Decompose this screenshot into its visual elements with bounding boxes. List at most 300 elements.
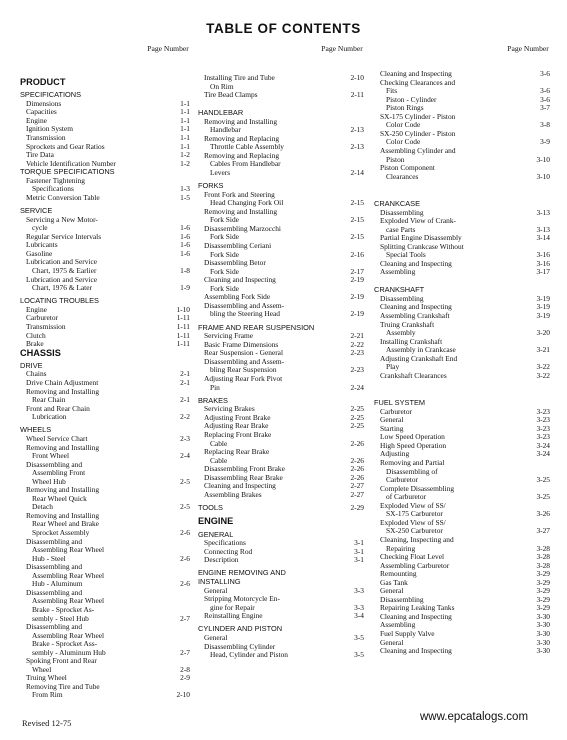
toc-entry-page: 2-22: [350, 339, 364, 349]
toc-entry-page: 3-23: [536, 406, 550, 416]
toc-entry-title: On Rim: [210, 81, 234, 91]
toc-entry-title: Carburetor: [26, 313, 59, 323]
toc-entry-page: 2-8: [180, 664, 190, 674]
toc-entry-title: Sprockets and Gear Ratios: [26, 141, 105, 151]
toc-entry-title: Removing and Replacing: [204, 150, 280, 160]
toc-entry-title: Hub - Aluminum: [32, 579, 83, 589]
toc-entry-page: 3-26: [536, 509, 550, 519]
toc-entry-title: Complete Disassembling: [380, 483, 455, 493]
watermark: www.epcatalogs.com: [420, 711, 529, 723]
toc-entry-title: Piston Component: [380, 163, 435, 173]
toc-entry-title: Drive Chain Adjustment: [26, 377, 99, 387]
toc-entry-title: Exploded View of Crank-: [380, 216, 456, 226]
toc-entry-title: ENGINE REMOVING AND: [198, 568, 286, 578]
toc-entry-page: 1-1: [180, 133, 190, 142]
page-number-header: Page Number: [321, 44, 363, 53]
toc-entry-title: Removing Tire and Tube: [26, 681, 100, 691]
toc-entry-title: Assembling Cylinder and: [380, 145, 456, 155]
toc-entry-title: Detach: [32, 502, 53, 512]
toc-entry-page: 3-29: [536, 586, 550, 596]
toc-entry-page: 1-2: [180, 150, 190, 160]
toc-entry-title: Disassembling and Assem-: [204, 356, 285, 366]
toc-entry-title: Rear Suspension - General: [204, 348, 284, 358]
toc-entry-page: 2-1: [180, 377, 190, 387]
toc-entry-title: Disassembling and: [26, 622, 83, 632]
toc-entry-title: Front and Rear Chain: [26, 403, 90, 413]
toc-entry-page: 3-23: [536, 432, 550, 442]
toc-entry-title: Cleaning and Inspecting: [380, 646, 452, 656]
toc-entry-title: CHASSIS: [20, 347, 61, 358]
toc-entry-title: Piston Rings: [386, 103, 424, 113]
toc-entry-title: Removing and Installing: [26, 386, 100, 396]
toc-entry-page: 2-26: [350, 438, 364, 448]
toc-entry-title: INSTALLING: [198, 577, 241, 587]
toc-entry-page: 3-29: [536, 594, 550, 604]
toc-entry-title: Assembly: [386, 328, 416, 338]
toc-entry-page: 2-7: [180, 613, 190, 623]
toc-entry-title: case Parts: [386, 224, 416, 234]
toc-entry-title: CYLINDER AND PISTON: [198, 624, 283, 634]
toc-entry-title: gine for Repair: [210, 602, 255, 612]
toc-entry-page: 3-30: [536, 629, 550, 639]
toc-entry-title: PRODUCT: [20, 77, 66, 87]
toc-entry-title: FORKS: [198, 181, 224, 191]
toc-entry-title: Repairing: [386, 543, 416, 553]
toc-entry-page: 2-27: [350, 489, 364, 499]
toc-entry-title: Engine: [26, 115, 47, 125]
toc-entry-page: 3-29: [536, 603, 550, 613]
toc-entry-page: 2-13: [350, 142, 364, 152]
toc-entry-page: 2-17: [350, 266, 364, 276]
toc-entry-title: SX-250 Carburetor: [386, 526, 443, 536]
toc-entry-page: 2-6: [180, 528, 190, 537]
toc-entry-title: Fork Side: [210, 249, 239, 259]
toc-entry-page: 3-30: [536, 620, 550, 630]
toc-entry-title: ENGINE: [198, 516, 234, 527]
toc-entry-page: 2-7: [180, 647, 190, 657]
toc-entry-title: Wheel: [32, 664, 52, 674]
toc-entry-title: Servicing Frame: [204, 331, 254, 341]
toc-entry-page: 1-9: [180, 283, 190, 293]
toc-entry-title: Adjusting: [380, 449, 410, 459]
toc-entry-title: Brake: [26, 339, 44, 349]
toc-entry-title: GENERAL: [198, 529, 234, 539]
toc-entry-title: Installing Crankshaft: [380, 336, 443, 346]
toc-entry-page: 3-19: [536, 310, 550, 320]
toc-entry-title: Assembling Rear Wheel: [32, 570, 105, 580]
toc-entry-title: Repairing Leaking Tanks: [380, 603, 455, 613]
toc-entry-title: Wheel Service Chart: [26, 433, 88, 443]
toc-entry-title: Adjusting Rear Fork Pivot: [204, 373, 283, 383]
toc-entry-title: WHEELS: [20, 425, 52, 435]
toc-entry-page: 3-30: [536, 637, 550, 647]
toc-entry-title: DRIVE: [20, 360, 43, 370]
toc-entry-title: Adjusting Rear Brake: [204, 421, 269, 431]
toc-entry-page: 1-6: [180, 240, 190, 250]
toc-entry-page: 1-2: [180, 158, 190, 168]
toc-entry-title: Fuel Supply Valve: [380, 629, 435, 639]
toc-entry-page: 2-25: [350, 421, 364, 431]
toc-entry-title: High Speed Operation: [380, 440, 447, 450]
toc-entry-title: Disassembling Front Brake: [204, 464, 285, 474]
toc-entry-page: 3-23: [536, 423, 550, 433]
toc-entry-page: 3-28: [536, 560, 550, 570]
toc-entry-page: 3-10: [536, 171, 550, 181]
page-title: TABLE OF CONTENTS: [206, 21, 361, 36]
toc-entry-title: Cable: [210, 438, 228, 448]
toc-entry-page: 3-3: [354, 602, 364, 612]
toc-entry-page: 2-15: [350, 198, 364, 208]
toc-entry-page: 2-19: [350, 275, 364, 285]
toc-entry-title: Regular Service Intervals: [26, 231, 102, 241]
toc-entry-title: bling the Steering Head: [210, 309, 280, 319]
toc-entry-title: Crankshaft Clearances: [380, 370, 447, 380]
toc-entry-title: Throttle Cable Assembly: [210, 142, 284, 152]
toc-entry-title: of Carburetor: [386, 492, 427, 502]
toc-entry-title: Brake - Sprocket Ass-: [32, 639, 98, 649]
toc-entry-page: 2-13: [350, 125, 364, 135]
toc-entry-title: Connecting Rod: [204, 546, 253, 556]
toc-entry-title: Front Wheel: [32, 451, 70, 461]
toc-entry-page: 2-6: [180, 579, 190, 589]
toc-entry-page: 3-19: [536, 302, 550, 312]
toc-entry-page: 1-6: [180, 223, 190, 233]
toc-entry-page: 2-21: [350, 331, 364, 341]
toc-entry-title: Tire Bead Clamps: [204, 90, 258, 100]
toc-entry-title: Disassembling Ceriani: [204, 241, 272, 250]
toc-entry-title: Gasoline: [26, 248, 53, 258]
toc-entry-title: Servicing a New Motor-: [26, 214, 98, 224]
toc-entry-title: General: [380, 586, 404, 596]
toc-entry-page: 2-15: [350, 232, 364, 242]
toc-entry-title: Fork Side: [210, 266, 239, 276]
toc-entry-page: 2-25: [350, 404, 364, 414]
toc-entry-title: SPECIFICATIONS: [20, 90, 82, 100]
toc-entry-page: 2-10: [350, 73, 364, 82]
toc-entry-title: TORQUE SPECIFICATIONS: [20, 167, 115, 177]
toc-entry-title: Disassembling and Assem-: [204, 300, 285, 310]
toc-entry-title: Vehicle Identification Number: [26, 158, 116, 168]
toc-entry-title: Assembly in Crankcase: [386, 345, 456, 355]
toc-entry-title: FRAME AND REAR SUSPENSION: [198, 322, 315, 332]
toc-entry-title: Cables From Handlebar: [210, 159, 281, 169]
toc-entry-page: 2-1: [180, 369, 190, 379]
toc-entry-title: Carburetor: [386, 475, 419, 485]
toc-entry-title: Assembling: [380, 267, 416, 277]
toc-entry-title: Chains: [26, 369, 47, 379]
toc-entry-title: Removing and Installing: [204, 116, 278, 126]
toc-entry-title: Rear Chain: [32, 395, 66, 405]
toc-entry-page: 3-3: [354, 585, 364, 595]
toc-entry-title: bling Rear Suspension: [210, 365, 277, 375]
toc-entry-title: Adjusting Crankshaft End: [380, 353, 458, 363]
toc-entry-page: 3-16: [536, 250, 550, 260]
toc-entry-page: 3-24: [536, 440, 550, 450]
toc-entry-title: Engine: [26, 304, 47, 314]
toc-entry-title: Fastener Tightening: [26, 175, 85, 185]
toc-entry-page: 2-26: [350, 464, 364, 474]
toc-entry-page: 3-22: [536, 362, 550, 372]
toc-entry-title: Head, Cylinder and Piston: [210, 650, 289, 660]
toc-entry-title: Rear Wheel Quick: [32, 493, 87, 503]
toc-entry-title: From Rim: [32, 690, 63, 700]
toc-entry-title: LOCATING TROUBLES: [20, 296, 99, 306]
toc-entry-page: 3-25: [536, 475, 550, 485]
toc-entry-page: 1-1: [180, 107, 190, 117]
page-number-header: Page Number: [147, 44, 189, 53]
toc-entry-page: 3-29: [536, 577, 550, 587]
toc-entry-page: 2-25: [350, 412, 364, 422]
toc-entry-page: 3-10: [536, 154, 550, 164]
toc-entry-title: Disassembling: [380, 594, 424, 604]
toc-entry-page: 3-6: [540, 86, 550, 96]
toc-entry-page: 3-13: [536, 224, 550, 234]
toc-entry-title: cycle: [32, 223, 48, 233]
toc-entry-title: Handlebar: [210, 125, 241, 135]
toc-entry-title: Lubrication and Service: [26, 257, 98, 267]
toc-entry-title: Disassembling of: [386, 466, 438, 476]
toc-entry-title: Levers: [210, 167, 231, 177]
toc-entry-page: 2-6: [180, 553, 190, 563]
toc-entry-page: 1-11: [176, 330, 190, 340]
toc-entry-title: Carburetor: [380, 406, 413, 416]
toc-entry-title: Cleaning and Inspecting: [380, 258, 452, 268]
toc-entry-title: Assembling Rear Wheel: [32, 545, 105, 555]
toc-entry-title: Assembling Rear Wheel: [32, 596, 105, 606]
toc-entry-page: 2-23: [350, 365, 364, 375]
toc-entry-title: Specifications: [32, 184, 74, 194]
toc-entry-title: Transmission: [26, 321, 66, 331]
toc-entry-title: Disassembling and: [26, 562, 83, 572]
toc-entry-page: 3-5: [354, 633, 364, 643]
toc-entry-title: Cleaning and Inspecting: [380, 611, 452, 621]
toc-entry-page: 1-11: [176, 339, 190, 349]
toc-entry-title: HANDLEBAR: [198, 108, 244, 118]
toc-entry-title: Servicing Brakes: [204, 404, 255, 414]
toc-entry-page: 1-1: [180, 98, 190, 108]
toc-entry-title: Assembling Carburetor: [380, 560, 450, 570]
toc-entry-title: Special Tools: [386, 250, 426, 260]
toc-entry-title: General: [380, 415, 404, 425]
toc-entry-page: 2-19: [350, 309, 364, 319]
toc-entry-page: 3-23: [536, 415, 550, 425]
toc-entry-title: Metric Conversion Table: [26, 192, 100, 202]
toc-entry-page: 2-26: [350, 472, 364, 482]
toc-entry-title: Replacing Rear Brake: [204, 447, 270, 457]
toc-entry-page: 3-9: [540, 137, 550, 147]
toc-entry-title: Tire Data: [26, 150, 54, 160]
toc-entry-title: SX-175 Cylinder - Piston: [380, 111, 456, 121]
toc-entry-title: Clearances: [386, 171, 419, 181]
toc-entry-page: 2-11: [350, 90, 364, 100]
toc-entry-title: Disassembling: [380, 207, 424, 217]
toc-entry-page: 3-5: [354, 650, 364, 660]
toc-entry-page: 1-8: [180, 265, 190, 275]
toc-entry-title: Disassembling and: [26, 536, 83, 546]
toc-entry-title: Cable: [210, 455, 228, 465]
toc-entry-page: 2-19: [350, 292, 364, 302]
toc-entry-title: Rear Wheel and Brake: [32, 519, 99, 529]
toc-entry-page: 3-21: [536, 345, 550, 355]
toc-entry-title: Cleaning and Inspecting: [380, 69, 452, 78]
toc-entry-title: Color Code: [386, 137, 421, 147]
toc-entry-title: Cleaning and Inspecting: [380, 302, 452, 312]
toc-entry-page: 1-6: [180, 231, 190, 241]
toc-entry-page: 2-27: [350, 481, 364, 491]
toc-entry-page: 3-4: [354, 611, 364, 621]
toc-entry-page: 3-13: [536, 207, 550, 217]
toc-entry-title: sembly - Aluminum Hub: [32, 647, 106, 657]
toc-entry-title: Fork Side: [210, 232, 239, 242]
revised-note: Revised 12-75: [22, 718, 72, 728]
toc-entry-page: 2-15: [350, 215, 364, 225]
toc-entry-page: 3-16: [536, 258, 550, 268]
toc-entry-title: Adjusting Front Brake: [204, 412, 271, 422]
toc-entry-page: 3-24: [536, 449, 550, 459]
toc-entry-page: 3-22: [536, 370, 550, 380]
toc-entry-title: Disassembling Marzocchi: [204, 223, 281, 233]
toc-entry-title: Disassembling Rear Brake: [204, 472, 283, 482]
toc-entry-title: Spoking Front and Rear: [26, 656, 97, 666]
toc-entry-title: Removing and Installing: [26, 442, 100, 452]
toc-entry-title: Assembling Crankshaft: [380, 310, 450, 320]
toc-entry-page: 3-1: [354, 546, 364, 556]
toc-entry-title: Piston: [386, 154, 405, 164]
toc-entry-page: 2-29: [350, 503, 364, 513]
toc-entry-title: BRAKES: [198, 395, 228, 405]
toc-entry-title: Wheel Hub: [32, 476, 66, 486]
toc-entry-page: 2-1: [180, 395, 190, 405]
toc-entry-title: Assembling Front: [32, 468, 86, 478]
toc-entry-title: Truing Wheel: [26, 673, 67, 683]
toc-entry-title: Front Fork and Steering: [204, 189, 275, 199]
toc-entry-title: Stripping Motorcycle En-: [204, 594, 280, 604]
toc-entry-title: Disassembling and: [26, 587, 83, 597]
toc-entry-title: Description: [204, 555, 239, 565]
toc-entry-page: 1-1: [180, 141, 190, 151]
toc-entry-page: 3-7: [540, 103, 550, 113]
toc-entry-title: Lubrication and Service: [26, 274, 98, 284]
toc-entry-title: Color Code: [386, 120, 421, 130]
toc-entry-page: 1-10: [176, 304, 190, 314]
toc-entry-page: 2-5: [180, 502, 190, 512]
toc-entry-page: 3-27: [536, 526, 550, 536]
toc-entry-title: Disassembling Betor: [204, 258, 266, 268]
toc-entry-title: Hub - Steel: [32, 553, 66, 563]
toc-entry-title: SX-175 Carburetor: [386, 509, 443, 519]
toc-entry-page: 3-25: [536, 492, 550, 502]
toc-entry-title: Lubrication: [32, 412, 67, 422]
toc-entry-title: Assembling Rear Wheel: [32, 630, 105, 640]
toc-entry-page: 3-1: [354, 538, 364, 548]
toc-entry-title: Fork Side: [210, 283, 239, 293]
toc-entry-page: 2-9: [180, 673, 190, 683]
toc-entry-title: Lubricants: [26, 240, 58, 250]
toc-entry-page: 3-17: [536, 267, 550, 277]
toc-entry-title: SX-250 Cylinder - Piston: [380, 128, 456, 138]
toc-entry-page: 3-28: [536, 552, 550, 562]
toc-entry-page: 3-6: [540, 94, 550, 104]
toc-entry-title: Partial Engine Disassembly: [380, 233, 462, 243]
toc-entry-title: General: [204, 585, 228, 595]
toc-entry-title: Reinstalling Engine: [204, 611, 263, 621]
toc-entry-title: Cleaning and Inspecting: [204, 275, 276, 285]
toc-entry-page: 3-30: [536, 611, 550, 621]
toc-entry-title: Removing and Installing: [26, 485, 100, 495]
toc-entry-title: CRANKCASE: [374, 198, 420, 208]
toc-entry-page: 1-3: [180, 184, 190, 194]
toc-entry-page: 2-10: [176, 690, 190, 700]
toc-entry-title: Cleaning and Inspecting: [204, 481, 276, 491]
toc-entry-title: Starting: [380, 423, 404, 433]
toc-entry-title: Capacities: [26, 107, 57, 117]
toc-entry-page: 1-1: [180, 115, 190, 125]
toc-entry-title: Ignition System: [26, 124, 74, 134]
toc-entry-page: 1-6: [180, 248, 190, 258]
toc-entry-title: Checking Clearances and: [380, 77, 456, 87]
toc-entry-title: Assembling Fork Side: [204, 292, 271, 302]
toc-entry-title: Transmission: [26, 133, 66, 142]
toc-entry-page: 3-28: [536, 543, 550, 553]
toc-entry-title: TOOLS: [198, 503, 223, 513]
toc-entry-page: 1-11: [176, 313, 190, 323]
toc-entry-page: 1-5: [180, 192, 190, 202]
toc-entry-title: Basic Frame Dimensions: [204, 339, 279, 349]
toc-entry-title: General: [204, 633, 228, 643]
toc-entry-title: Cleaning, Inspecting and: [380, 534, 454, 544]
toc-entry-title: Assembling Brakes: [204, 489, 262, 499]
toc-entry-title: sembly - Steel Hub: [32, 613, 89, 623]
toc-entry-title: Fork Side: [210, 215, 239, 225]
toc-entry-title: Clutch: [26, 330, 46, 340]
toc-entry-page: 2-4: [180, 451, 190, 461]
toc-entry-title: Play: [386, 362, 400, 372]
toc-entry-title: Disassembling Cylinder: [204, 641, 276, 651]
toc-entry-page: 1-1: [180, 124, 190, 134]
toc-entry-title: Assembling: [380, 620, 416, 630]
toc-entry-title: Piston - Cylinder: [386, 94, 437, 104]
toc-entry-title: Gas Tank: [380, 577, 408, 587]
toc-entry-title: Disassembling and: [26, 459, 83, 469]
toc-entry-title: Remounting: [380, 569, 417, 579]
toc-entry-title: Specifications: [204, 538, 246, 548]
page-number-header: Page Number: [507, 44, 549, 53]
toc-entry-title: Replacing Front Brake: [204, 429, 272, 439]
toc-entry-title: Truing Crankshaft: [380, 319, 435, 329]
toc-entry-title: Installing Tire and Tube: [204, 73, 275, 82]
toc-entry-page: 3-14: [536, 233, 550, 243]
toc-entry-page: 3-30: [536, 646, 550, 656]
toc-entry-page: 3-6: [540, 69, 550, 78]
toc-entry-title: Brake - Sprocket As-: [32, 604, 95, 614]
toc-entry-page: 3-20: [536, 328, 550, 338]
toc-entry-title: Disassembling: [380, 293, 424, 303]
toc-entry-title: Pin: [210, 382, 220, 392]
toc-entry-title: Fits: [386, 86, 398, 96]
toc-entry-title: Exploded View of SS/: [380, 500, 446, 510]
toc-entry-page: 2-14: [350, 167, 364, 177]
toc-entry-page: 1-11: [176, 321, 190, 331]
toc-entry-page: 3-8: [540, 120, 550, 130]
toc-entry-page: 2-5: [180, 476, 190, 486]
toc-entry-title: Checking Float Level: [380, 552, 445, 562]
toc-entry-page: 2-2: [180, 412, 190, 422]
toc-entry-page: 3-19: [536, 293, 550, 303]
toc-entry-title: Removing and Installing: [26, 510, 100, 520]
toc-entry-title: Sprocket Assembly: [32, 528, 90, 537]
toc-entry-title: Removing and Partial: [380, 458, 445, 468]
toc-entry-page: 3-29: [536, 569, 550, 579]
